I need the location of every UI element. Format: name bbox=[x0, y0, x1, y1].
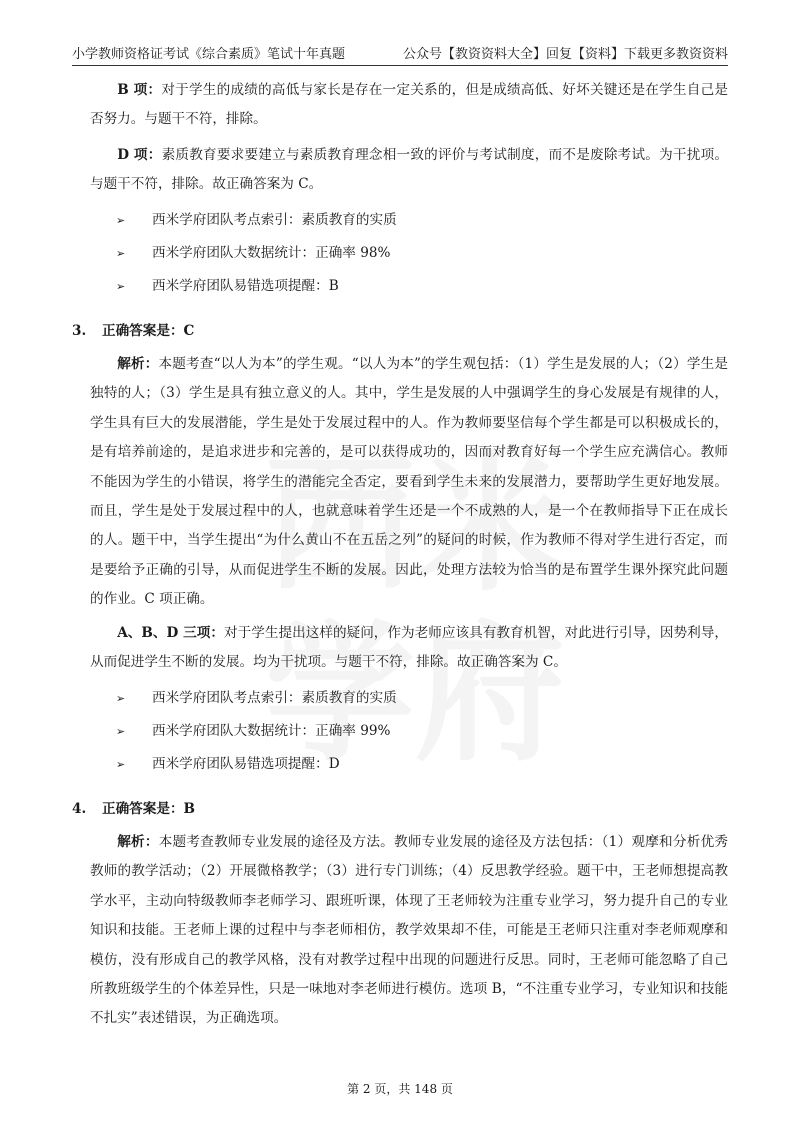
arrow-bullet-icon: ➢ bbox=[116, 246, 126, 260]
option-b-text: 对于学生的成绩的高低与家长是存在一定关系的，但是成绩高低、好坏关键还是在学生自己是否努力。与题干不符，排除。 bbox=[90, 82, 728, 128]
page-number: 第 2 页，共 148 页 bbox=[347, 1082, 453, 1096]
arrow-bullet-icon: ➢ bbox=[116, 213, 126, 227]
list-item: ➢ 西米学府团队考点索引：素质教育的实质 bbox=[90, 204, 728, 237]
q3-abd-explanation bbox=[90, 619, 728, 678]
arrow-bullet-icon: ➢ bbox=[116, 691, 126, 705]
q2-tips-list bbox=[90, 204, 728, 303]
arrow-bullet-icon: ➢ bbox=[116, 279, 126, 293]
option-b-explanation bbox=[90, 76, 728, 135]
q4-analysis-text: 本题考查教师专业发展的途径及方法。教师专业发展的途径及方法包括：（1）观摩和分析优秀教师的教学活动；（2）开展微格教学；（3）进行专门训练；（4）反思教学经验。题干中，王老师想提高教学水平，主动向特级教师李老师学习、跟班听课，体现了王老师较为注重专业学习，努力提升自己的专业知识和技能。王老师上课的过程中与李老师相仿，教学效果却不佳，可能是王老师只注重对李老师观摩和模仿，没有形成自己的教学风格，没有对教学过程中出现的问题进行反思。同时，王老师可能忽略了自己所教班级学生的个体差异性，只是一味地对李老师进行模仿。选项 B，“不注重专业学习，专业知识和技能不扎实”表述错误，为正确选项。 bbox=[90, 833, 728, 1027]
q3-tips-list bbox=[90, 682, 728, 781]
q4-analysis-label: 解析： bbox=[117, 833, 159, 850]
arrow-bullet-icon: ➢ bbox=[116, 724, 126, 738]
header-promo: 公众号【教资资料大全】回复【资料】下载更多教资资料 bbox=[402, 47, 728, 62]
list-item: ➢ 西米学府团队易错选项提醒：D bbox=[90, 748, 728, 781]
header-title: 小学教师资格证考试《综合素质》笔试十年真题 bbox=[72, 47, 346, 62]
list-item: ➢ 西米学府团队大数据统计：正确率 98% bbox=[90, 237, 728, 270]
q3-analysis bbox=[90, 350, 728, 615]
q3-abd-text: 对于学生提出这样的疑问，作为老师应该具有教育机智，对此进行引导，因势利导，从而促进学生不断的发展。均为干扰项。与题干不符，排除。故正确答案为 C。 bbox=[90, 624, 728, 671]
q3-abd-label: A、B、D 三项： bbox=[117, 624, 224, 641]
option-d-explanation bbox=[90, 141, 728, 200]
q4-analysis bbox=[90, 828, 728, 1034]
page-header bbox=[72, 40, 728, 66]
q3-analysis-text: 本题考查“以人为本”的学生观。“以人为本”的学生观包括：（1）学生是发展的人；（2）学生是独特的人；（3）学生是具有独立意义的人。其中，学生是发展的人中强调学生的身心发展是有规律的人，学生具有巨大的发展潜能，学生是处于发展过程中的人。作为教师要坚信每个学生都是可以积极成长的，是有培养前途的，是追求进步和完善的，是可以获得成功的，因而对教育好每一个学生应充满信心。教师不能因为学生的小错误，将学生的潜能完全否定，要看到学生未来的发展潜力，要帮助学生更好地发展。而且，学生是处于发展过程中的人，也就意味着学生还是一个不成熟的人，是一个在教师指导下正在成长的人。题干中，当学生提出“为什么黄山不在五岳之列”的疑问的时候，作为教师不得对学生进行否定，而是要给予正确的引导，从而促进学生不断的发展。因此，处理方法较为恰当的是布置学生课外探究此问题的作业。C 项正确。 bbox=[90, 356, 729, 608]
list-item: ➢ 西米学府团队考点索引：素质教育的实质 bbox=[90, 682, 728, 715]
list-item: ➢ 西米学府团队易错选项提醒：B bbox=[90, 270, 728, 303]
q3-analysis-label: 解析： bbox=[117, 356, 159, 373]
option-b-label: B 项： bbox=[117, 82, 162, 98]
list-item: ➢ 西米学府团队大数据统计：正确率 99% bbox=[90, 715, 728, 748]
arrow-bullet-icon: ➢ bbox=[116, 757, 126, 771]
q4-answer-heading: 4. 正确答案是：B bbox=[72, 800, 196, 817]
option-d-text: 素质教育要求要建立与素质教育理念相一致的评价与考试制度，而不是废除考试。为干扰项。与题干不符，排除。故正确答案为 C。 bbox=[90, 146, 728, 193]
page-content bbox=[72, 76, 729, 1034]
option-d-label: D 项： bbox=[117, 146, 162, 163]
q3-answer-heading: 3. 正确答案是：C bbox=[72, 322, 195, 339]
